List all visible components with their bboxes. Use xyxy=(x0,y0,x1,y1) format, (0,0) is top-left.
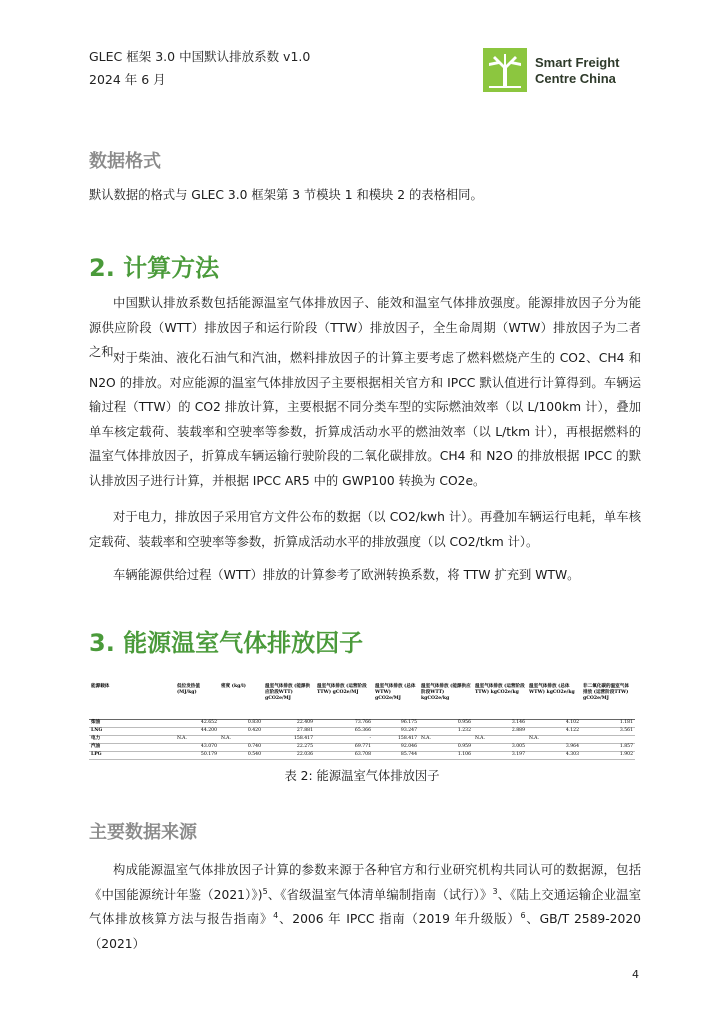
section2-paragraph-3: 对于电力，排放因子采用官方文件公布的数据（以 CO2/kwh 计）。再叠加车辆运行电耗，单车核定载荷、装载率和空驶率等参数，折算成活动水平的排放强度（以 CO2/tkm 计）。 xyxy=(89,510,641,549)
tree-logo-icon xyxy=(483,48,527,92)
table-cell: 158.417 xyxy=(263,735,315,743)
sources-text: 、GB/T 2589-2020 （2021） xyxy=(89,912,641,951)
table-cell: 1.181 xyxy=(581,719,635,727)
section3-heading: 3. 能源温室气体排放因子 xyxy=(89,629,364,657)
table-cell: 22.036 xyxy=(263,751,315,759)
section2-heading: 2. 计算方法 xyxy=(89,254,220,282)
table-cell xyxy=(581,735,635,743)
footnote-ref[interactable]: 4 xyxy=(273,910,279,920)
table-cell: 1.106 xyxy=(419,751,473,759)
column-header: 温室气体排放 (总体WTW) gCO2e/MJ xyxy=(373,683,419,719)
table-cell: N.A. xyxy=(419,735,473,743)
footnote-ref[interactable]: 6 xyxy=(520,910,526,920)
table-cell: 0.830 xyxy=(219,719,263,727)
table-cell: 73.766 xyxy=(315,719,373,727)
table-cell: 3.197 xyxy=(473,751,527,759)
table-cell: 22.409 xyxy=(263,719,315,727)
section2-paragraph-1: 中国默认排放系数包括能源温室气体排放因子、能效和温室气体排放强度。能源排放因子分为能源供应阶段（WTT）排放因子和运行阶段（TTW）排放因子，全生命周期（WTW）排放因子为二者之和。 xyxy=(89,296,641,359)
sources-paragraph xyxy=(89,858,641,956)
data-format-text: 默认数据的格式与 GLEC 3.0 框架第 3 节模块 1 和模块 2 的表格相同。 xyxy=(89,188,483,202)
sources-text: 构成能源温室气体排放因子计算的参数来源于各种官方和行业研究机构共同认可的数据源，包括《中国能源统计年鉴（2021）》) xyxy=(89,863,641,902)
sources-text: 、《陆上交通运输企业温室气体排放核算方法与报告指南》 xyxy=(89,887,641,926)
column-header: 密度 (kg/l) xyxy=(219,683,263,719)
table-cell: N.A. xyxy=(527,735,581,743)
table-cell: 0.959 xyxy=(419,743,473,751)
table-cell: 43.070 xyxy=(175,743,219,751)
table-cell: 158.417 xyxy=(373,735,419,743)
table-caption: 表 2: 能源温室气体排放因子 xyxy=(284,769,440,783)
logo-text-line1: Smart Freight xyxy=(535,55,620,70)
table-cell: 1.232 xyxy=(419,727,473,735)
doc-title: GLEC 框架 3.0 中国默认排放系数 v1.0 xyxy=(89,49,311,64)
footnote-ref[interactable]: 3 xyxy=(492,886,498,896)
table-cell: 3.964 xyxy=(527,743,581,751)
column-header: 温室气体排放 (能源供应阶段WTT) kgCO2e/kg xyxy=(419,683,473,719)
table-cell: 22.275 xyxy=(263,743,315,751)
table-cell: 44.200 xyxy=(175,727,219,735)
column-header: 非二氧化碳的温室气体排放 (运营阶段TTW) gCO2e/MJ xyxy=(581,683,635,719)
table-row xyxy=(89,727,635,735)
table-cell: 92.046 xyxy=(373,743,419,751)
footnote-ref[interactable]: 5 xyxy=(262,886,268,896)
table-cell: N.A. xyxy=(175,735,219,743)
table-cell: 3.005 xyxy=(473,743,527,751)
column-header: 温室气体排放 (总体WTW) kgCO2e/kg xyxy=(527,683,581,719)
table-cell: 0.540 xyxy=(219,751,263,759)
table-cell: 3.561 xyxy=(581,727,635,735)
table-row xyxy=(89,719,635,727)
table-cell: 63.708 xyxy=(315,751,373,759)
sources-heading: 主要数据来源 xyxy=(89,822,197,843)
table-cell: 柴油 xyxy=(89,719,175,727)
data-format-heading: 数据格式 xyxy=(89,151,161,172)
table-cell: 3.146 xyxy=(473,719,527,727)
table-cell: - xyxy=(315,735,373,743)
table-cell: 1.902 xyxy=(581,751,635,759)
table-cell: 96.175 xyxy=(373,719,419,727)
table-cell: 汽油 xyxy=(89,743,175,751)
table-cell: 93.247 xyxy=(373,727,419,735)
column-header: 温室气体排放 (运营阶段TTW) gCO2e/MJ xyxy=(315,683,373,719)
table-cell: 0.740 xyxy=(219,743,263,751)
table-cell: 0.420 xyxy=(219,727,263,735)
table-cell: 50.179 xyxy=(175,751,219,759)
emission-factor-table xyxy=(89,683,635,763)
doc-date: 2024 年 6 月 xyxy=(89,72,166,87)
table-cell: 电力 xyxy=(89,735,175,743)
column-header: 能源载体 xyxy=(89,683,175,719)
table-cell: 69.771 xyxy=(315,743,373,751)
table-cell: 2.889 xyxy=(473,727,527,735)
table-cell: 85.744 xyxy=(373,751,419,759)
table-cell: N.A. xyxy=(473,735,527,743)
table-cell: LNG xyxy=(89,727,175,735)
table-cell: 4.122 xyxy=(527,727,581,735)
table-row xyxy=(89,751,635,759)
sfc-logo xyxy=(483,48,643,92)
table-cell: N.A. xyxy=(219,735,263,743)
table-row xyxy=(89,735,635,743)
table-row xyxy=(89,743,635,751)
table-cell: 4.303 xyxy=(527,751,581,759)
logo-text-line2: Centre China xyxy=(535,71,616,86)
table-cell: 27.881 xyxy=(263,727,315,735)
table-cell: 1.857 xyxy=(581,743,635,751)
page-number: 4 xyxy=(632,968,639,981)
table-cell: 42.652 xyxy=(175,719,219,727)
table-cell: 0.956 xyxy=(419,719,473,727)
sources-text: 、2006 年 IPCC 指南（2019 年升级版） xyxy=(278,912,521,926)
table-cell: 65.366 xyxy=(315,727,373,735)
column-header: 温室气体排放 (运营阶段TTW) kgCO2e/kg xyxy=(473,683,527,719)
column-header: 温室气体排放 (能源供应阶段WTT) gCO2e/MJ xyxy=(263,683,315,719)
section2-paragraph-2: 对于柴油、液化石油气和汽油，燃料排放因子的计算主要考虑了燃料燃烧产生的 CO2、CH4 和 N2O 的排放。对应能源的温室气体排放因子主要根据相关官方和 IPCC 默认值进行计算得到。车辆运输过程（TTW）的 CO2 排放计算，主要根据不同分类车型的实际燃油效率（以 L/100km 计），叠加单车核定载荷、装载率和空驶率等参数，折算成活动水平的燃油效率（以 L/tkm 计），再根据燃料的温室气体排放因子，折算成车辆运输行驶阶段的二氧化碳排放。CH4 和 N2O 的排放根据 IPCC 的默认排放因子进行计算，并根据 IPCC AR5 中的 GWP100 转换为 CO2e。 xyxy=(89,351,641,488)
section2-paragraph-4: 车辆能源供给过程（WTT）排放的计算参考了欧洲转换系数，将 TTW 扩充到 WTW。 xyxy=(113,568,580,582)
table-header-row xyxy=(89,683,635,719)
column-header: 低位发热值 (MJ/kg) xyxy=(175,683,219,719)
table-cell: LPG xyxy=(89,751,175,759)
sources-text: 、《省级温室气体清单编制指南（试行）》 xyxy=(267,887,493,902)
table-cell: 4.102 xyxy=(527,719,581,727)
